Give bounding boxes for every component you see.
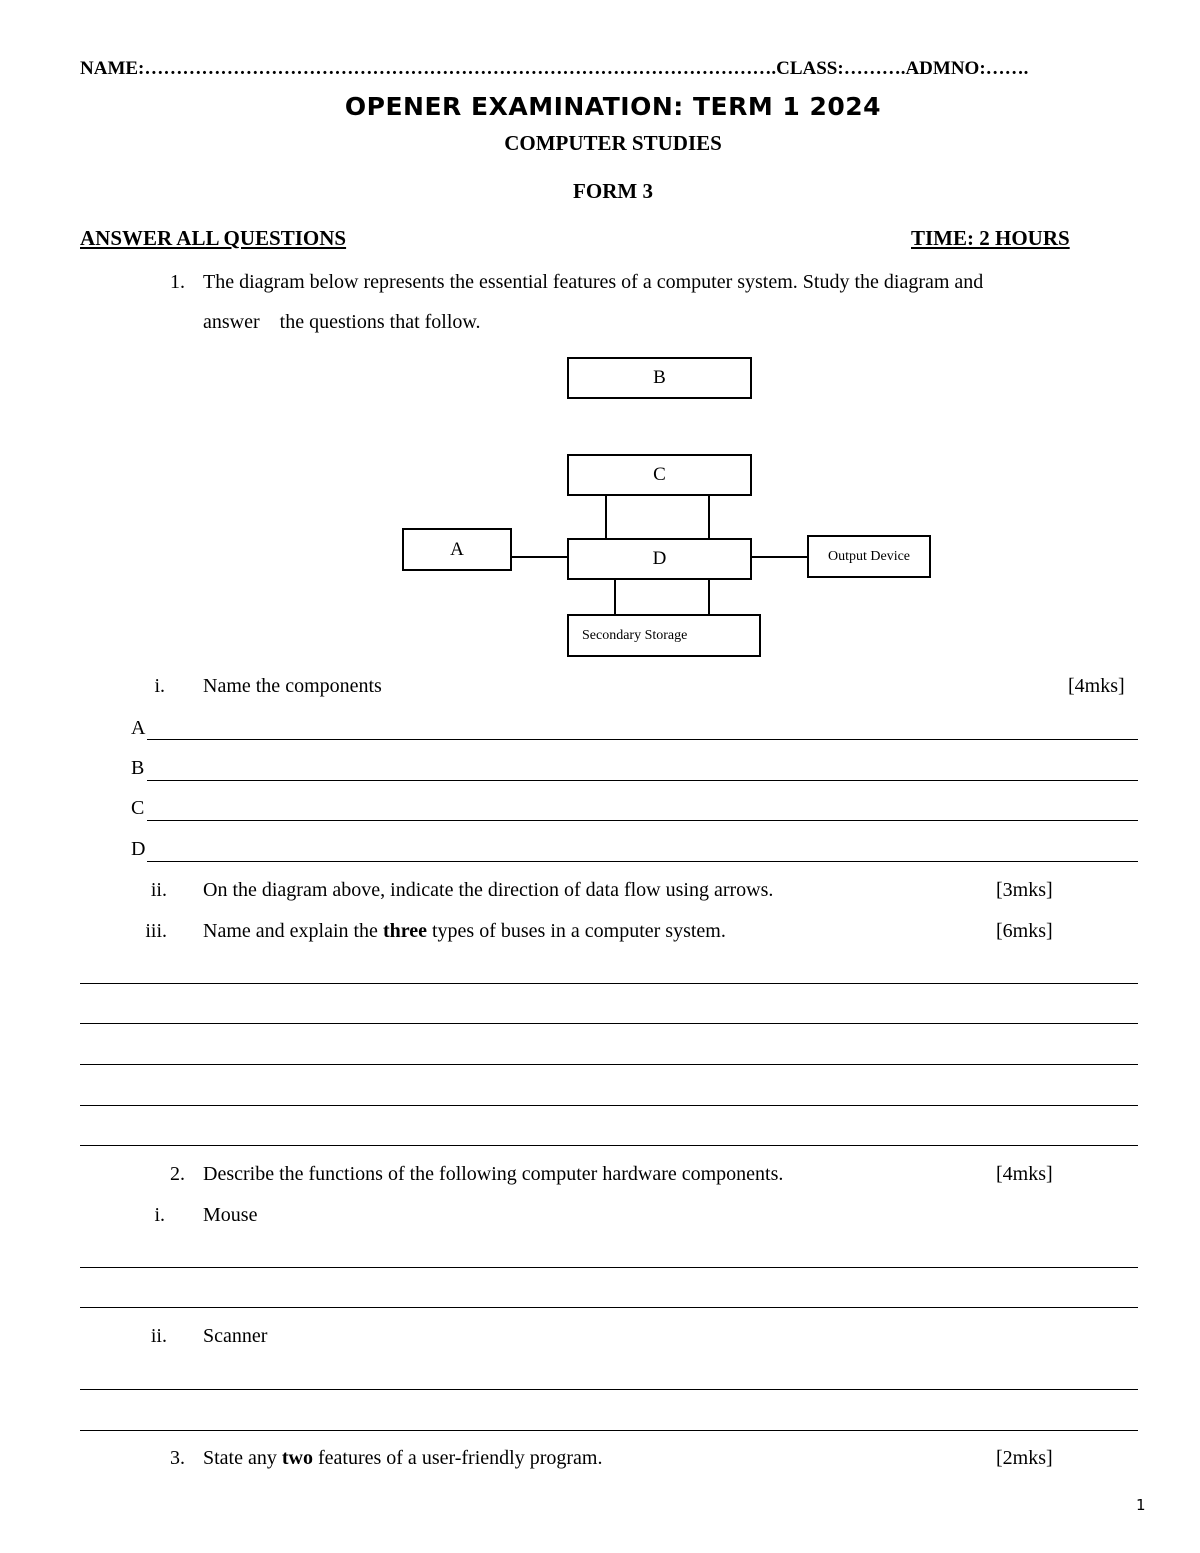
answer-line-a[interactable] [147, 739, 1138, 740]
question-2-marks: [4mks] [996, 1163, 1053, 1185]
question-1-text-line2: answer the questions that follow. [203, 311, 481, 333]
connector-a-d [512, 556, 567, 558]
answer-line-c[interactable] [147, 820, 1138, 821]
part-iii-text-bold: three [382, 920, 427, 942]
part-ii-text: On the diagram above, indicate the direction of data flow using arrows. [203, 879, 774, 901]
name-class-admno-field: NAME:……………………………………………………………………………………….CLASS:……….ADMNO:……. [80, 58, 1029, 79]
question-3-number: 3. [170, 1447, 185, 1469]
answer-line[interactable] [80, 1307, 1138, 1308]
part-iii-text [203, 920, 726, 943]
diagram-box-output-device: Output Device [807, 535, 931, 578]
part-iii-text-pre: Name and explain the [203, 920, 383, 942]
part-i-marks: [4mks] [1068, 675, 1125, 697]
time-heading: TIME: 2 HOURS [911, 226, 1070, 250]
diagram-box-a: A [402, 528, 512, 571]
connector-d-storage-left [614, 580, 616, 614]
part-iii-text-post: types of buses in a computer system. [427, 920, 726, 942]
question-2-part-i-text: Mouse [203, 1204, 258, 1226]
question-3-marks: [2mks] [996, 1447, 1053, 1469]
question-1-text-line1: The diagram below represents the essential features of a computer system. Study the diagram and [203, 271, 984, 293]
question-2-part-ii-number: ii. [150, 1325, 167, 1347]
question-2-number: 2. [170, 1163, 185, 1185]
question-3-text [203, 1447, 602, 1470]
answer-line[interactable] [80, 1267, 1138, 1268]
part-ii-marks: [3mks] [996, 879, 1053, 901]
answer-label-a: A [131, 717, 146, 739]
question-2-text: Describe the functions of the following computer hardware components. [203, 1163, 784, 1185]
connector-d-output [752, 556, 807, 558]
part-iii-marks: [6mks] [996, 920, 1053, 942]
question-3-text-post: features of a user-friendly program. [312, 1447, 603, 1469]
diagram-box-c: C [567, 454, 752, 496]
answer-line-b[interactable] [147, 780, 1138, 781]
question-3-text-pre: State any [203, 1447, 282, 1469]
diagram-box-d: D [567, 538, 752, 580]
question-2-part-i-number: i. [154, 1204, 165, 1226]
answer-line[interactable] [80, 983, 1138, 984]
answer-line[interactable] [80, 1145, 1138, 1146]
answer-line[interactable] [80, 1105, 1138, 1106]
diagram-box-b: B [567, 357, 752, 399]
answer-line[interactable] [80, 1064, 1138, 1065]
page-number: 1 [1136, 1496, 1146, 1514]
diagram-box-secondary-storage: Secondary Storage [567, 614, 761, 657]
answer-line[interactable] [80, 1430, 1138, 1431]
exam-title: OPENER EXAMINATION: TERM 1 2024 [344, 92, 882, 121]
answer-line[interactable] [80, 1023, 1138, 1024]
question-1-number: 1. [170, 271, 185, 293]
connector-c-d-right [708, 496, 710, 538]
connector-d-storage-right [708, 580, 710, 614]
part-ii-number: ii. [150, 879, 167, 901]
subject-title: COMPUTER STUDIES [504, 131, 722, 155]
part-iii-number: iii. [145, 920, 167, 942]
instruction-heading: ANSWER ALL QUESTIONS [80, 226, 347, 250]
question-3-text-bold: two [281, 1447, 313, 1469]
answer-line[interactable] [80, 1389, 1138, 1390]
part-i-number: i. [154, 675, 165, 697]
answer-label-d: D [131, 838, 146, 860]
part-i-text: Name the components [203, 675, 382, 697]
answer-line-d[interactable] [147, 861, 1138, 862]
connector-c-d-left [605, 496, 607, 538]
answer-label-c: C [131, 797, 145, 819]
answer-label-b: B [131, 757, 145, 779]
question-2-part-ii-text: Scanner [203, 1325, 268, 1347]
form-title: FORM 3 [573, 179, 653, 203]
